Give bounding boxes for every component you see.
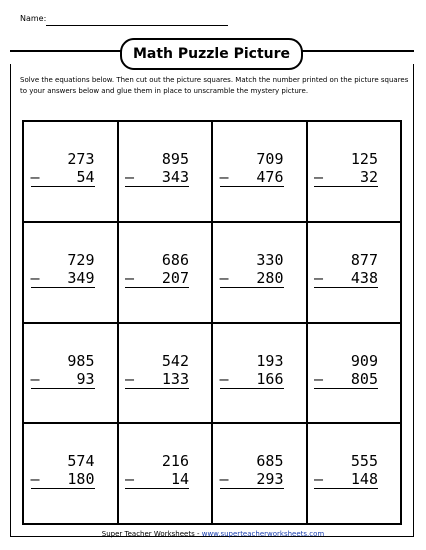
problem-cell (212, 121, 307, 222)
minuend: 686 (161, 250, 189, 269)
minuend: 542 (161, 351, 189, 370)
problem-cell (307, 222, 402, 323)
subtrahend: 180 (67, 470, 95, 489)
minus-sign: – (219, 369, 229, 388)
problem-cell (212, 423, 307, 524)
subtraction-problem (31, 352, 95, 389)
subtrahend: 166 (256, 369, 284, 388)
footer-separator: - (194, 530, 202, 538)
subtraction-problem (314, 251, 378, 288)
subtraction-problem (220, 452, 284, 489)
instructions-text: Solve the equations below. Then cut out the picture squares. Match the number printed on the picture squares to your answers below and glue them in place to unscramble the mystery picture. (20, 76, 409, 95)
subtrahend: 438 (350, 268, 378, 287)
problem-cell (118, 323, 213, 424)
subtrahend: 349 (67, 268, 95, 287)
minuend: 555 (350, 452, 378, 471)
subtrahend: 293 (256, 470, 284, 489)
subtraction-problem (125, 352, 189, 389)
minus-sign: – (30, 470, 40, 489)
subtraction-problem (125, 150, 189, 187)
problem-cell (23, 121, 118, 222)
title-rule-left (10, 50, 122, 52)
subtrahend: 476 (256, 168, 284, 186)
subtrahend: 54 (76, 168, 95, 186)
subtraction-problem (31, 150, 95, 187)
minuend: 193 (256, 351, 284, 370)
subtrahend: 805 (350, 369, 378, 388)
minus-sign: – (314, 369, 324, 388)
subtrahend: 148 (350, 470, 378, 489)
minuend: 685 (256, 452, 284, 471)
subtraction-problem (314, 352, 378, 389)
minus-sign: – (219, 168, 229, 186)
problem-cell (23, 323, 118, 424)
subtrahend: 207 (161, 268, 189, 287)
page-title: Math Puzzle Picture (120, 38, 303, 70)
name-line[interactable] (46, 25, 228, 26)
footer-site-name: Super Teacher Worksheets (101, 530, 195, 538)
subtraction-problem (220, 352, 284, 389)
minuend: 709 (256, 150, 284, 168)
minuend: 895 (161, 150, 189, 168)
problem-cell (212, 323, 307, 424)
minus-sign: – (314, 470, 324, 489)
footer (0, 530, 426, 538)
minus-sign: – (125, 268, 135, 287)
minus-sign: – (125, 470, 135, 489)
minus-sign: – (125, 168, 135, 186)
problem-cell (23, 222, 118, 323)
minuend: 729 (67, 250, 95, 269)
problem-grid (22, 120, 402, 525)
minus-sign: – (219, 470, 229, 489)
minuend: 330 (256, 250, 284, 269)
problem-cell (307, 423, 402, 524)
minus-sign: – (219, 268, 229, 287)
subtraction-problem (220, 251, 284, 288)
subtraction-problem (125, 452, 189, 489)
problem-cell (307, 121, 402, 222)
subtraction-problem (220, 150, 284, 187)
problem-cell (23, 423, 118, 524)
problem-cell (307, 323, 402, 424)
subtrahend: 93 (76, 369, 95, 388)
footer-url[interactable]: www.superteacherworksheets.com (201, 530, 325, 538)
problem-cell (118, 423, 213, 524)
minuend: 877 (350, 250, 378, 269)
problem-cell (118, 222, 213, 323)
minus-sign: – (30, 168, 40, 186)
minuend: 125 (350, 150, 378, 168)
minus-sign: – (30, 369, 40, 388)
subtraction-problem (314, 150, 378, 187)
problem-cell (118, 121, 213, 222)
subtrahend: 14 (170, 470, 189, 489)
subtraction-problem (125, 251, 189, 288)
subtraction-problem (314, 452, 378, 489)
problem-cell (212, 222, 307, 323)
subtrahend: 280 (256, 268, 284, 287)
title-rule-right (299, 50, 414, 52)
subtraction-problem (31, 251, 95, 288)
minuend: 273 (67, 150, 95, 168)
subtraction-problem (31, 452, 95, 489)
minus-sign: – (30, 268, 40, 287)
minuend: 909 (350, 351, 378, 370)
minus-sign: – (314, 268, 324, 287)
minuend: 985 (67, 351, 95, 370)
subtrahend: 32 (359, 168, 378, 186)
subtrahend: 133 (161, 369, 189, 388)
minus-sign: – (314, 168, 324, 186)
name-label: Name: (20, 14, 47, 23)
minuend: 216 (161, 452, 189, 471)
subtrahend: 343 (161, 168, 189, 186)
minuend: 574 (67, 452, 95, 471)
minus-sign: – (125, 369, 135, 388)
